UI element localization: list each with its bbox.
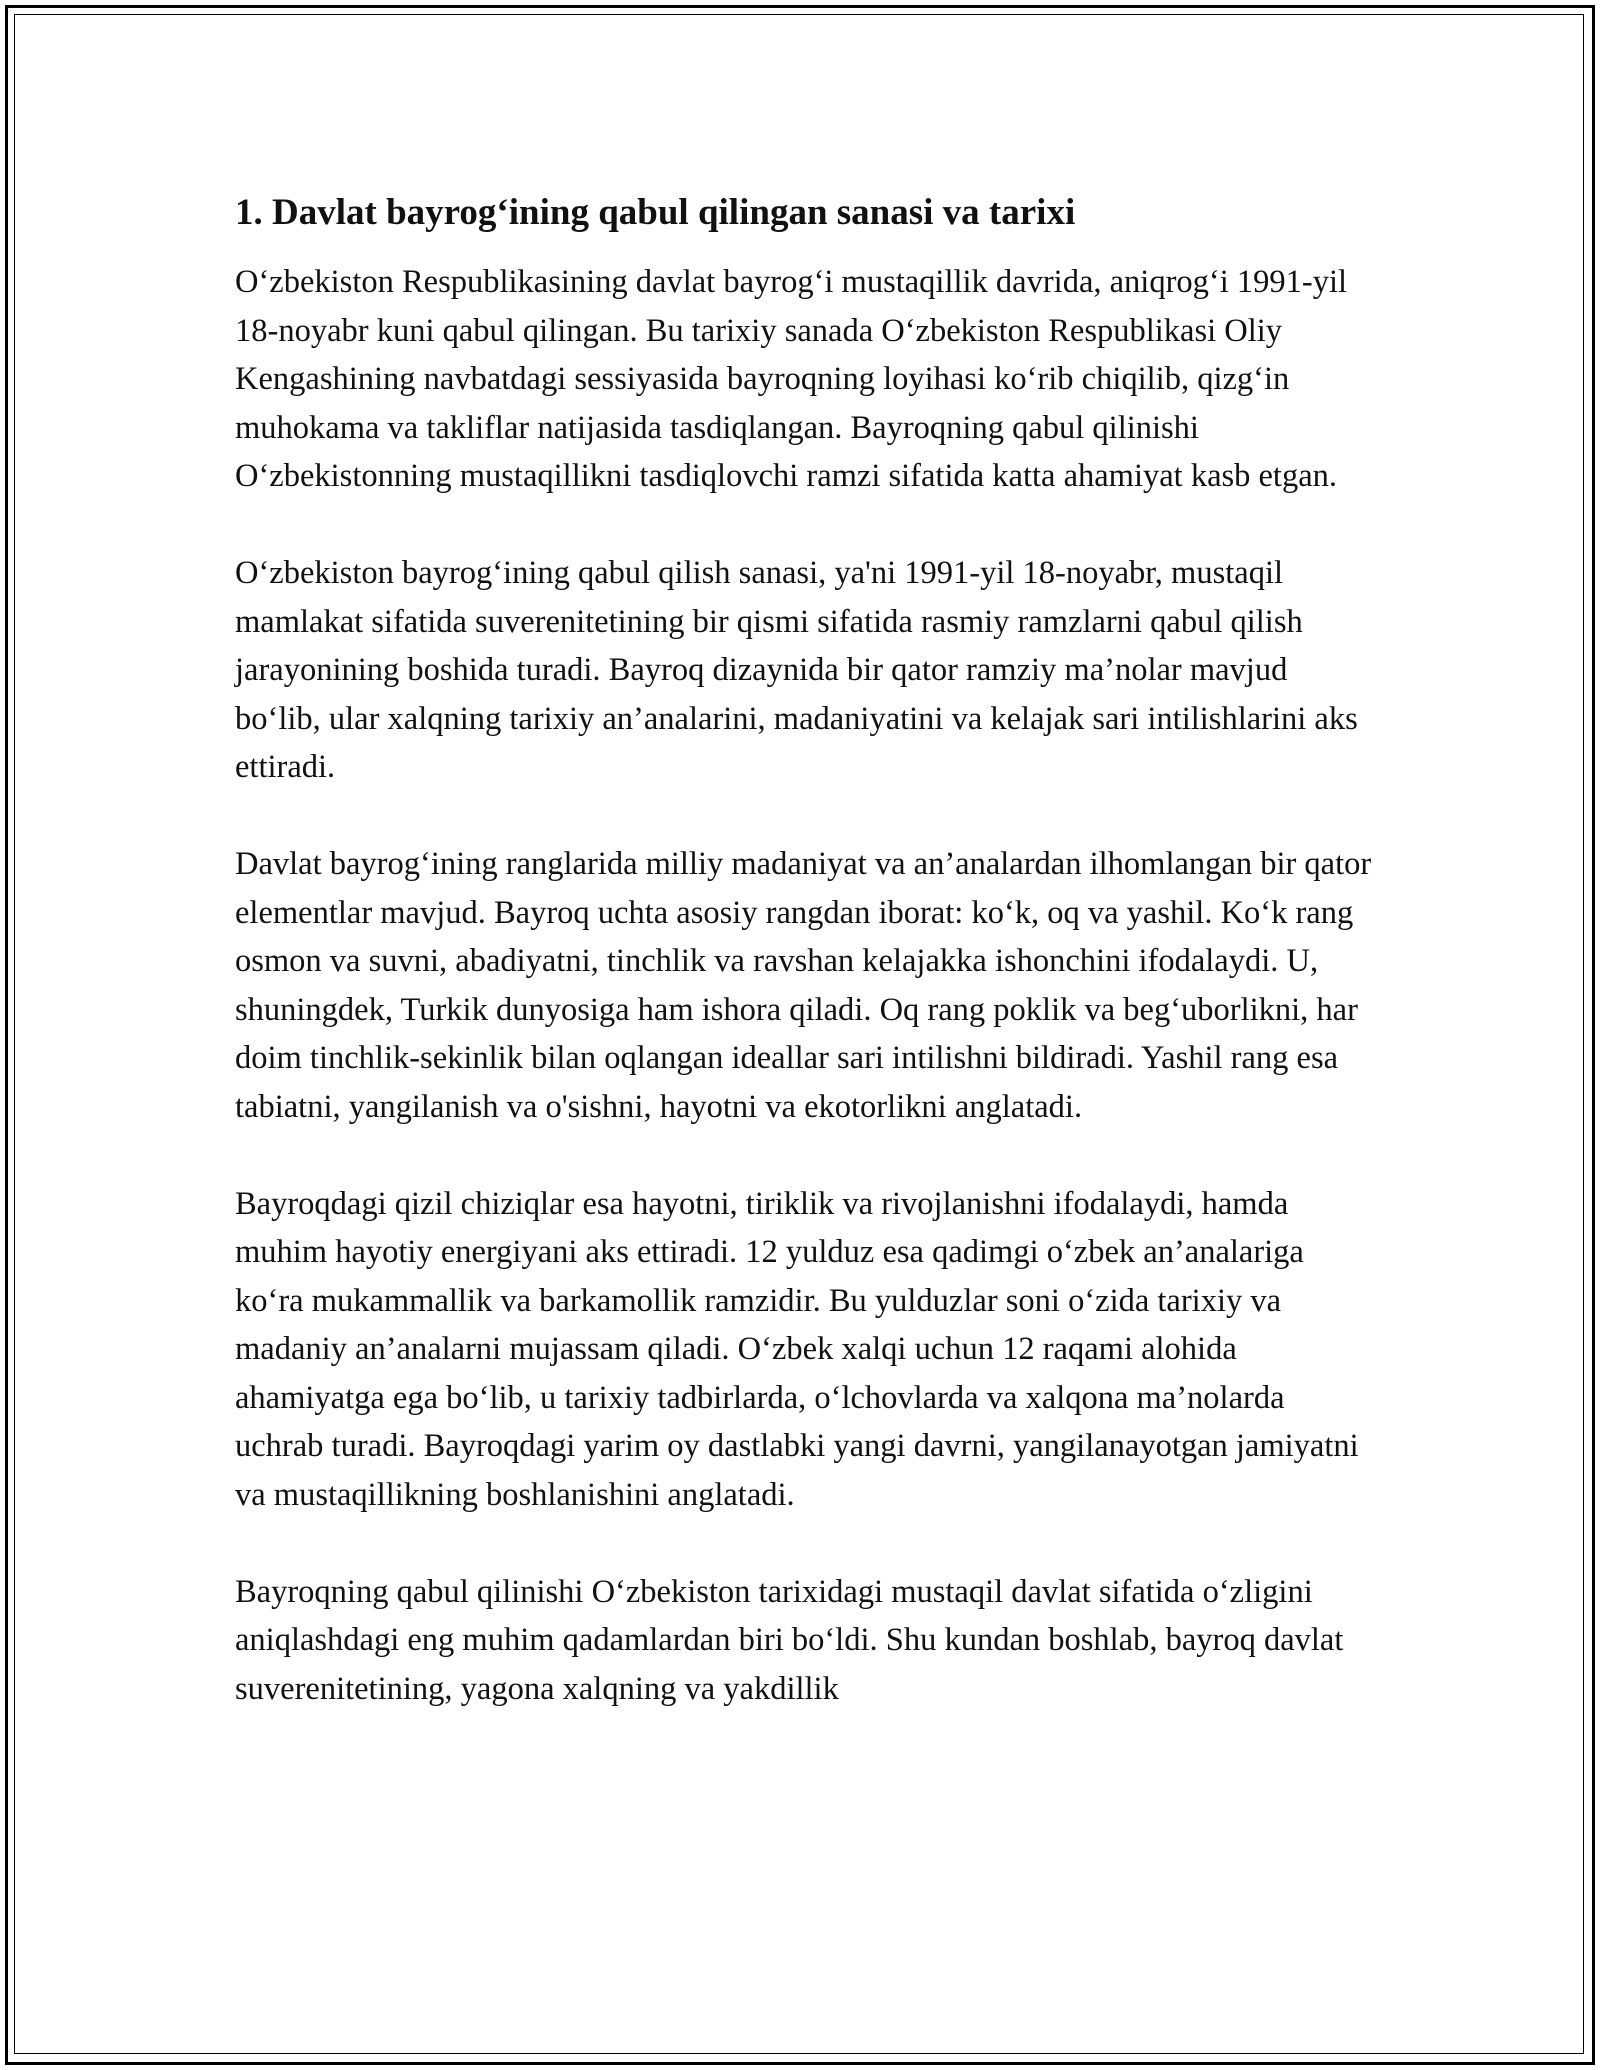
document-body bbox=[235, 188, 1380, 1761]
paragraph-4: Bayroqdagi qizil chiziqlar esa hayotni, tiriklik va rivojlanishni ifodalaydi, hamda muhim hayotiy energiyani aks ettiradi. 12 yulduz esa qadimgi o‘zbek an’analariga ko‘ra mukammallik va barkamollik ramzidir. Bu yulduzlar soni o‘zida tarixiy va madaniy an’analarni mujassam qiladi. O‘zbek xalqi uchun 12 raqami alohida ahamiyatga ega bo‘lib, u tarixiy tadbirlarda, o‘lchovlarda va xalqona ma’nolarda uchrab turadi. Bayroqdagi yarim oy dastlabki yangi davrni, yangilanayotgan jamiyatni va mustaqillikning boshlanishini anglatadi. bbox=[235, 1185, 1359, 1514]
paragraph-1: O‘zbekiston Respublikasining davlat bayrog‘i mustaqillik davrida, aniqrog‘i 1991-yil 18-noyabr kuni qabul qilingan. Bu tarixiy sanada O‘zbekiston Respublikasi Oliy Kengashining navbatdagi sessiyasida bayroqning loyihasi ko‘rib chiqilib, qizg‘in muhokama va takliflar natijasida tasdiqlangan. Bayroqning qabul qilinishi O‘zbekistonning mustaqillikni tasdiqlovchi ramzi sifatida katta ahamiyat kasb etgan. bbox=[235, 264, 1348, 495]
paragraph-5: Bayroqning qabul qilinishi O‘zbekiston tarixidagi mustaqil davlat sifatida o‘zligini aniqlashdagi eng muhim qadamlardan biri bo‘ldi. Shu kundan boshlab, bayroq davlat suverenitetining, yagona xalqning va yakdillik bbox=[235, 1573, 1344, 1707]
paragraph-3: Davlat bayrog‘ining ranglarida milliy madaniyat va an’analardan ilhomlangan bir qator elementlar mavjud. Bayroq uchta asosiy rangdan iborat: ko‘k, oq va yashil. Ko‘k rang osmon va suvni, abadiyatni, tinchlik va ravshan kelajakka ishonchini ifodalaydi. U, shuningdek, Turkik dunyosiga ham ishora qiladi. Oq rang poklik va beg‘uborlikni, har doim tinchlik-sekinlik bilan oqlangan ideallar sari intilishni bildiradi. Yashil rang esa tabiatni, yangilanish va o'sishni, hayotni va ekotorlikni anglatadi. bbox=[235, 845, 1372, 1125]
paragraph-2: O‘zbekiston bayrog‘ining qabul qilish sanasi, ya'ni 1991-yil 18-noyabr, mustaqil mamlakat sifatida suverenitetining bir qismi sifatida rasmiy ramzlarni qabul qilish jarayonining boshida turadi. Bayroq dizaynida bir qator ramziy ma’nolar mavjud bo‘lib, ular xalqning tarixiy an’analarini, madaniyatini va kelajak sari intilishlarini aks ettiradi. bbox=[235, 554, 1358, 786]
section-heading: 1. Davlat bayrog‘ining qabul qilingan sanasi va tarixi bbox=[235, 192, 1076, 233]
